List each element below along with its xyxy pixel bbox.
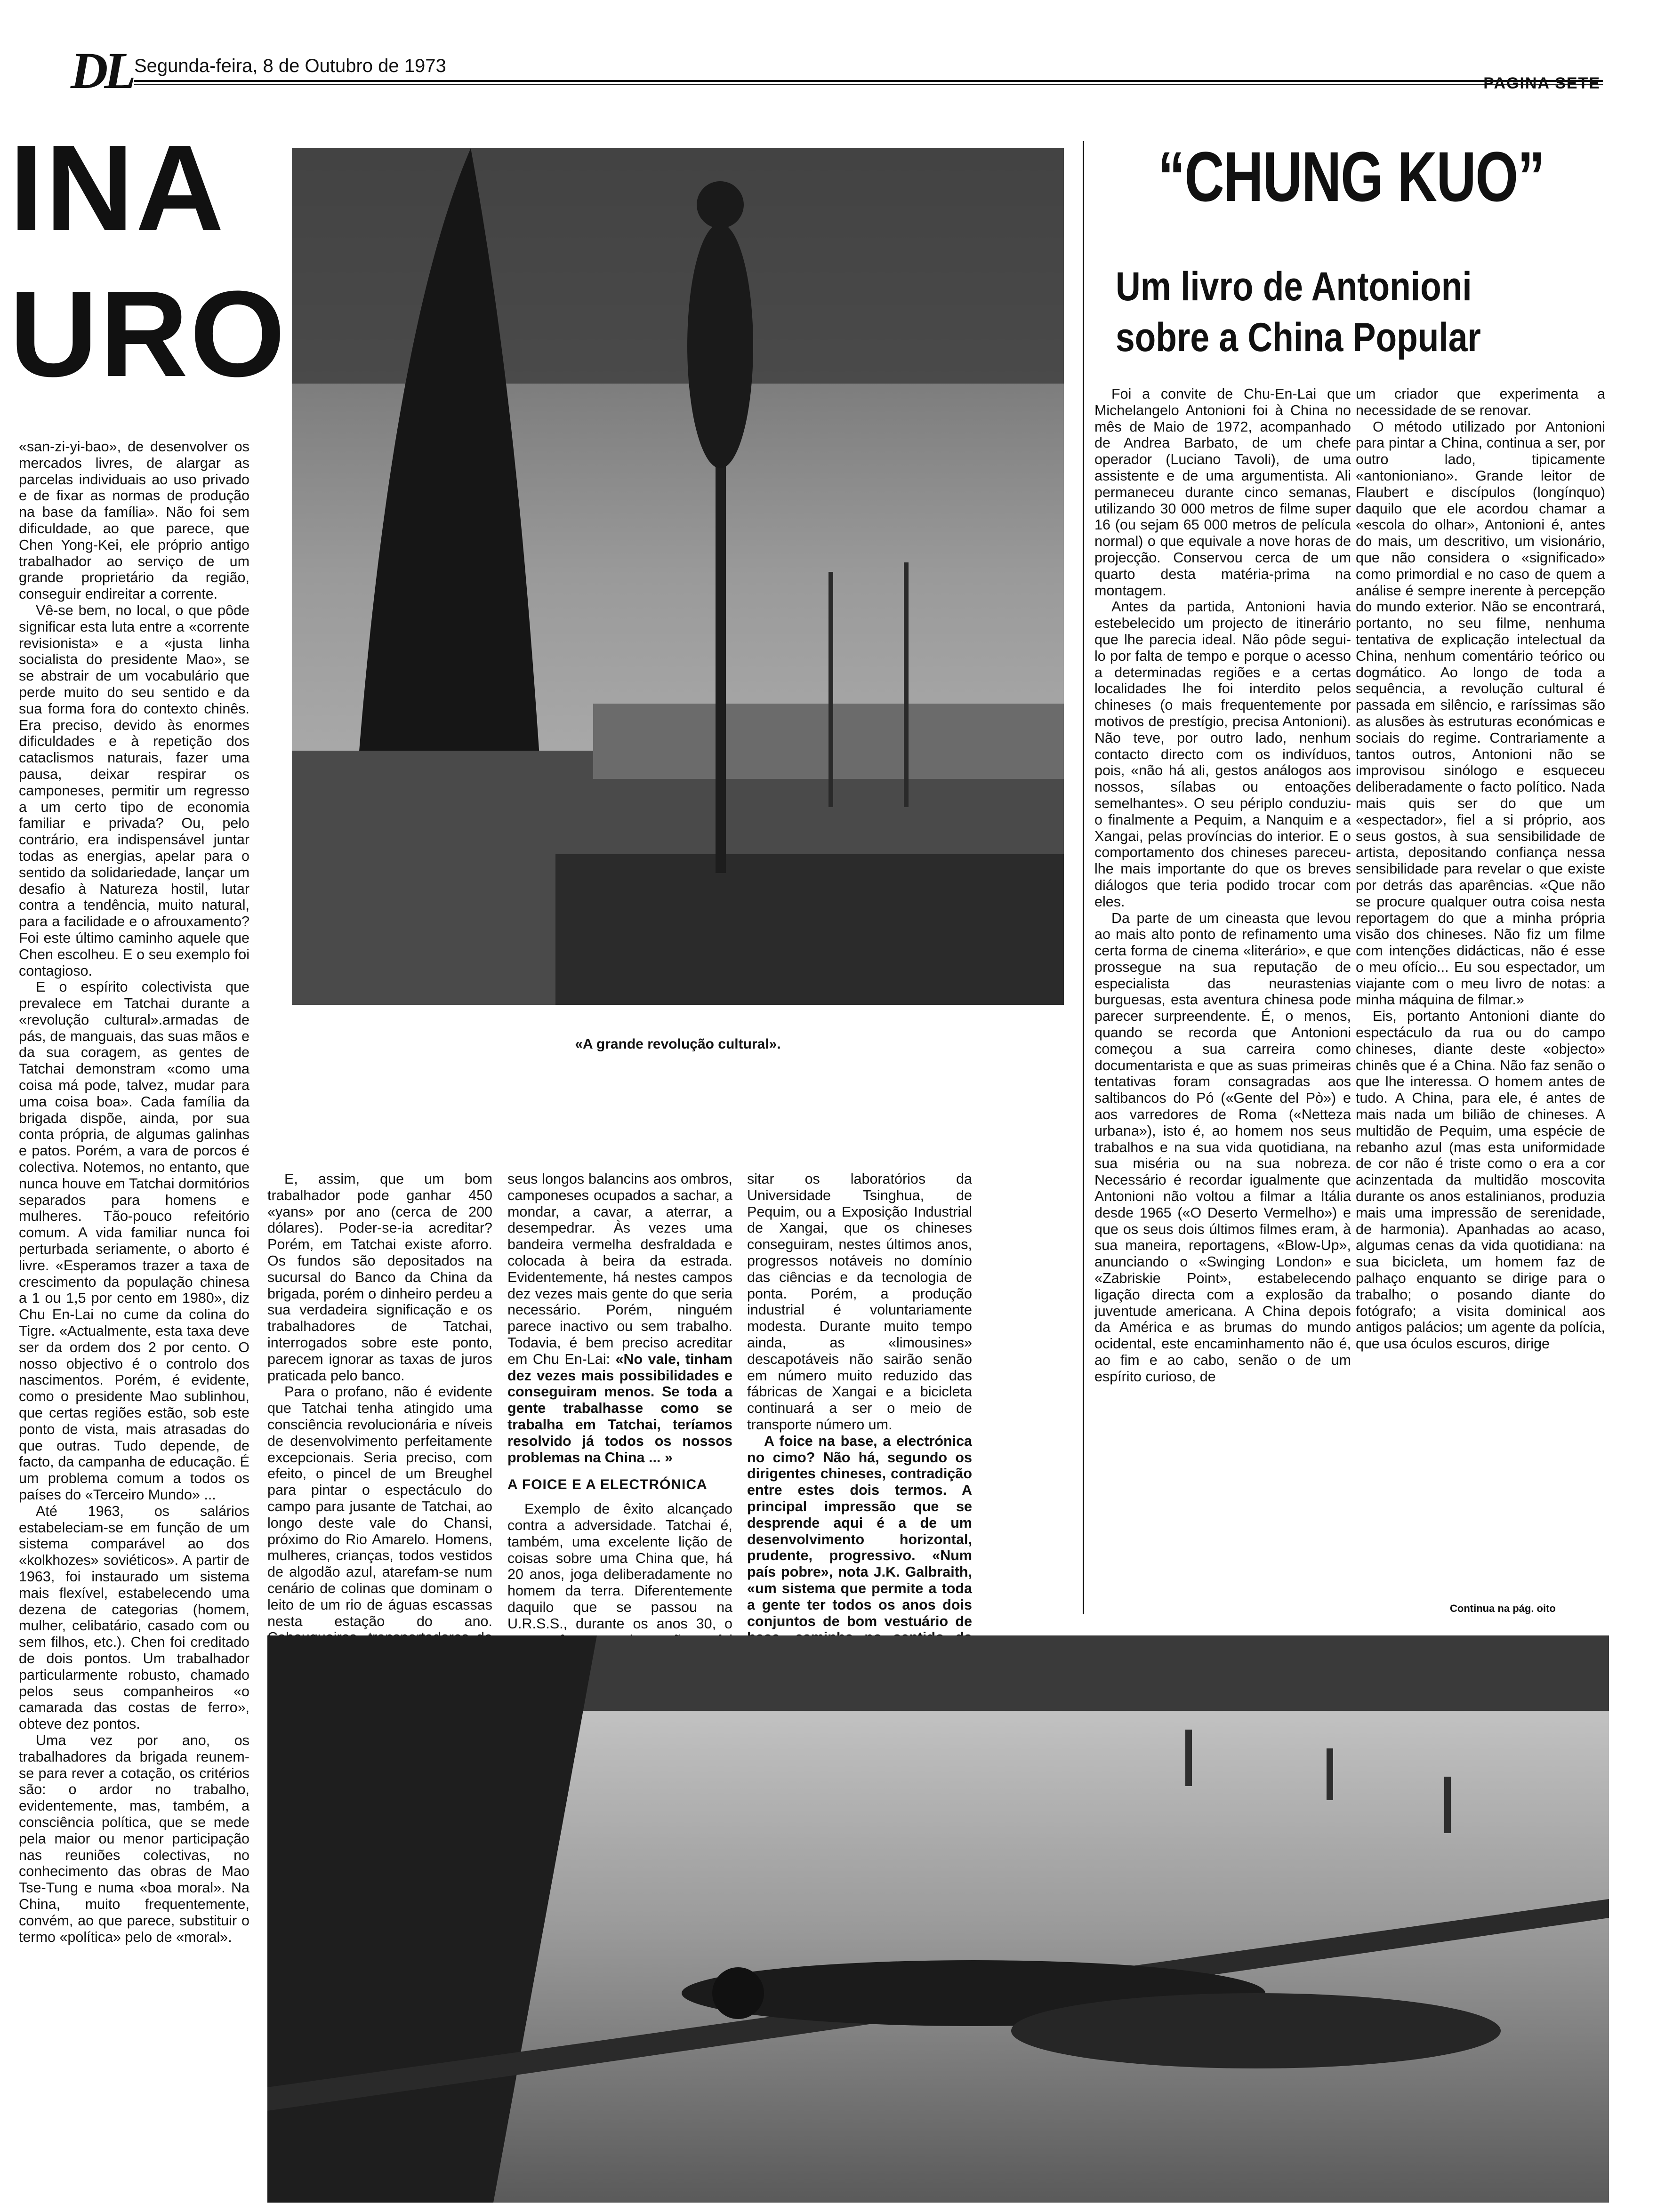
paragraph: «san-zi-yi-bao», de desenvolver os mercados livres, de alargar as parcelas individuais ao uso privado e de fixar as normas de produção na base da família». Não foi sem dificuldade, ao que parece, que Chen Yong-Kei, ele próprio antigo trabalhador ao serviço de um grande proprietário da região, conseguir endireitar a corrente. [19,439,249,602]
paragraph: sitar os laboratórios da Universidade Tsinghua, de Pequim, ou a Exposição Industrial de Xangai, que os chineses conseguiram, nestes últimos anos, progressos notáveis no domínio das ciências e da tecnologia de ponta. Porém, a produção industrial é voluntariamente modesta. Durante muito tempo ainda, as «limousines» descapotáveis não sairão senão em número muito reduzido das fábricas de Xangai e a bicicleta continuará a ser o meio de transporte número um. [747,1171,972,1433]
page-label: PAGINA SETE [1483,74,1601,92]
paragraph: E o espírito colectivista que prevalece em Tatchai durante a «revolução cultural».armadas de pás, de manguais, das suas mãos e da sua coragem, as gentes de Tatchai demonstram «como uma coisa má pode, talvez, mudar para uma coisa boa». Cada família da brigada dispõe, ainda, por sua conta própria, de algumas galinhas e patos. Porém, a vara de porcos é colectiva. Notemos, no entanto, que nunca houve em Tatchai dormitórios separados para homens e mulheres. Tão-pouco refeitório comum. A vida familiar nunca foi perturbada seriamente, o aborto é livre. «Esperamos trazer a taxa de crescimento da população chinesa a 1 ou 1,5 por cento em 1980», diz Chu En-Lai no cume da colina do Tigre. «Actualmente, esta taxa deve ser da ordem dos 2 por cento. O nosso objectivo é o controlo dos nascimentos. Porém, é evidente, como o presidente Mao sublinhou, que certas regiões estão, sob este ponto de vista, mais atrasadas do que outras. Tudo depende, de facto, da campanha de educação. É um problema comum a todos os países do «Terceiro Mundo» ... [19,979,249,1503]
photo-illustration [267,1635,1609,2203]
right-article-column-2 [1356,386,1605,1553]
paragraph: Vê-se bem, no local, o que pôde significar esta luta entre a «corrente revisionista» e a «justa linha socialista do presidente Mao», se se abstrair de um vocabulário que perde muito do seu sentido e da sua forma fora do contexto chinês. Era preciso, devido às enormes dificuldades e à repetição dos cataclismos naturais, fazer uma pausa, deixar respirar os camponeses, permitir um regresso a um certo tipo de economia familiar e privada? Ou, pelo contrário, era indispensável juntar todas as energias, apelar para o sentido da solidariedade, lançar um desafio à Natureza hostil, lutar contra a tendência, muito natural, para a facilidade e o afrouxamento? Foi este último caminho aquele que Chen escolheu. E o seu exemplo foi contagioso. [19,602,249,979]
paragraph: O método utilizado por Antonioni para pintar a China, continua a ser, por outro lado, tipicamente «antonioniano». Grande leitor de Flaubert e discípulos (longínquo) daquilo que ele acordou chamar a «escola do olhar», Antonioni é, antes do mais, um descritivo, um visionário, que não considera o «significado» como primordial e no caso de quem a análise é sempre inerente à percepção do mundo exterior. Não se encontrará, portanto, no seu filme, nenhuma tentativa de explicação intelectual da China, nenhum comentário teórico ou dogmático. Ao longo de toda a sequência, a revolução cultural é passada em silêncio, e raríssimas são as alusões às estruturas económicas e sociais do regime. Contrariamente a tantos outros, Antonioni não se improvisou sinólogo e esqueceu deliberadamente o facto político. Nada mais quis ser do que um «espectador», fiel a si próprio, aos seus gostos, à sua sensibilidade de artista, depositando confiança nessa sensibilidade para revelar o que existe por detrás das aparências. «Que não se procure qualquer outra coisa nesta reportagem do que a minha própria visão dos chineses. Não fiz um filme com intenções didácticas, não é esse o meu ofício... Eu sou espectador, um viajante com o meu livro de notas: a minha máquina de filmar.» [1356,418,1605,1008]
header-rule [134,80,1603,82]
paragraph: Antes da partida, Antonioni havia estebelecido um projecto de itinerário que lhe parecia ideal. Não pôde segui-lo por falta de tempo e porque o acesso a determinadas regiões e a certas localidades lhe foi interdito pelos chineses (o mais frequentemente por motivos de prestígio, precisa Antonioni). Não teve, por outro lado, nenhum contacto directo com os indivíduos, pois, «não há ali, gestos análogos aos nossos, sílabas ou entoações semelhantes». O seu périplo conduziu-o finalmente a Pequim, a Nanquim e a Xangai, pelas províncias do interior. E o comportamento dos chineses pareceu-lhe mais importante do que os breves diálogos que teria podido trocar com eles. [1094,599,1351,910]
right-article-column-1 [1094,386,1351,1610]
paragraph: Até 1963, os salários estabeleciam-se em função de um sistema comparável ao dos «kolkhozes» soviéticos». A partir de 1963, foi instaurado um sistema mais flexível, estabelecendo uma dezena de categorias (homem, mulher, celibatário, casado com ou sem filhos, etc.). Chen foi creditado de dois pontos. Um trabalhador particularmente robusto, chamado pelos seus companheiros «o camarada das costas de ferro», obteve dez pontos. [19,1503,249,1732]
paragraph: Foi a convite de Chu-En-Lai que Michelangelo Antonioni foi à China no mês de Maio de 1972, acompanhado de Andrea Barbato, de um chefe operador (Luciano Tavoli), de uma assistente e de uma argumentista. Ali permaneceu durante cinco semanas, utilizando 30 000 metros de filme super 16 (ou sejam 65 000 metros de película normal) o que equivale a nove horas de projecção. Conservou cerca de um quarto desta matéria-prima na montagem. [1094,386,1351,599]
headline-fragment-bottom: URO [9,266,287,402]
continued-note: Continua na pág. oito [1450,1603,1556,1614]
headline-fragment-top: INA [9,120,226,256]
middle-column-3 [747,1171,972,1651]
article-subtitle [1116,261,1516,363]
paragraph-text: seus longos balancins aos ombros, camponeses ocupados a sachar, a mondar, a cavar, a aterrar, a desempedrar. Às vezes uma bandeira vermelha desfraldada e colocada à beira da estrada. Evidentemente, há nestes campos dez vezes mais gente do que seria necessário. Porém, ninguém parece inactivo ou sem trabalho. Todavia, é bem preciso acreditar em Chu En-Lai: [507,1171,732,1367]
issue-date: Segunda-feira, 8 de Outubro de 1973 [134,56,446,76]
middle-column-1 [267,1171,492,1651]
paragraph: Eis, portanto Antonioni diante do espectáculo da rua ou do campo chineses, diante deste «objecto» chinês que é a China. Não faz senão o que lhe interessa. O homem antes de tudo. A China, para ele, é antes de mais nada um bilião de chineses. A multidão de Pequim, uma espécie de rebanho azul (mas esta uniformidade de cor não é triste como o era a cor acinzentada da multidão moscovita durante os anos estalinianos, produzia mais uma impressão de serenidade, de harmonia). Apanhadas ao acaso, algumas cenas da vida quotidiana: na sua bicicleta, um homem faz de palhaço enquanto se dirige para o trabalho; o posando diante do fotógrafo; a visita dominical aos antigos palácios; um agente da polícia, que usa óculos escuros, dirige [1356,1008,1605,1352]
bold-quote: «No vale, tinham dez vezes mais possibilidades e conseguiram menos. Se toda a gente trabalhasse como se trabalha em Tatchai, teríamos resolvido já todos os nossos problemas na China ... » [507,1351,732,1466]
paragraph: Exemplo de êxito alcançado contra a adversidade. Tatchai é, também, uma excelente lição de coisas sobre uma China que, há 20 anos, joga deliberadamente no homem da terra. Diferentemente daquilo que se passou na U.R.S.S., durante os anos 30, o [507,1501,732,1632]
header-rule-thin [134,84,1603,85]
paragraph: Da parte de um cineasta que levou ao mais alto ponto de refinamento uma certa forma de cinema «literário», e que prossegue na sua reputação de especialista das neurastenias burguesas, esta aventura chinesa pode parecer surpreendente. É, o menos, quando se recorda que Antonioni começou a sua carreira como documentarista e que as suas primeiras tentativas foram consagradas aos saltibancos do Pó («Gente del Pò») e aos varredores de Roma («Netteza urbana»), isto é, ao homem nos seus trabalhos e na sua vida quotidiana, na sua miséria ou na sua nobreza. Necessário é recordar igualmente que Antonioni não voltou a filmar a Itália desde 1965 («O Deserto Vermelho») e que os seus dois últimos filmes eram, à sua maneira, reportagens, «Blow-Up», anunciando o «Swinging London» e «Zabriskie Point», estabelecendo ligação directa com a explosão da juventude americana. A China depois da América e as brumas do mundo ocidental, este encaminhamento não é, ao fim e ao cabo, senão o de um espírito curioso, de [1094,910,1351,1385]
paragraph [507,1171,732,1466]
photo-people-on-ground [267,1635,1609,2203]
column-divider [1083,141,1084,1614]
paragraph: A foice na base, a electrónica no cimo? Não há, segundo os dirigentes chineses, contradição entre estes dois termos. A principal impressão que se desprende aqui é a de um desenvolvimento horizontal, prudente, progressivo. «Num país pobre», nota J.K. Galbraith, «um sistema que permite a toda a gente ter todos os anos dois conjuntos de bom vestuário de [747,1433,972,1629]
left-article-column [19,439,249,2067]
paragraph: E, assim, que um bom trabalhador pode ganhar 450 «yans» por ano (cerca de 200 dólares). Poder-se-ia acreditar? Porém, em Tatchai existe aforro. Os fundos são depositados na sucursal do Banco da China da brigada, porém o dinheiro perdeu a sua verdadeira significação e os trabalhadores de Tatchai, interrogados sobre este ponto, parecem ignorar as taxas de juros praticada pelo banco. [267,1171,492,1384]
subtitle-line: sobre a China Popular [1116,315,1481,360]
paragraph: Uma vez por ano, os trabalhadores da brigada reunem-se para rever a cotação, os critérios são: o ardor no trabalho, evidentemente, mas, também, a consciência política, que se mede pela maior ou menor participação nas reuniões colectivas, no conhecimento das obras de Mao Tse-Tung e numa «boa moral». Na China, muito frequentemente, convém, ao que parece, substituir o termo «política» pelo de «moral». [19,1732,249,1945]
subtitle-line: Um livro de Antonioni [1116,264,1472,309]
article-title: “CHUNG KUO” [1158,137,1544,216]
newspaper-logo: DL [71,42,132,99]
subheading: A FOICE E A ELECTRÓNICA [507,1477,708,1493]
paragraph: Para o profano, não é evidente que Tatchai tenha atingido uma consciência revolucionária e níveis de desenvolvimento perfeitamente excepcionais. Seria preciso, com efeito, o pincel de um Breughel para pintar o espectáculo do campo para jusante de Tatchai, ao longo deste vale do Chansi, próximo do Rio Amarelo. Homens, mulheres, crianças, todos vestidos de algodão azul, atarefam-se num cenário de colinas que dominam o leito de um rio de águas escassas nesta estação do ano. [267,1384,492,1629]
photo-caption: «A grande revolução cultural». [575,1036,781,1052]
photo-cultural-revolution [292,148,1064,1005]
middle-column-2 [507,1171,732,1651]
photo-illustration [292,148,1064,1005]
paragraph: um criador que experimenta a necessidade de se renovar. [1356,386,1605,418]
